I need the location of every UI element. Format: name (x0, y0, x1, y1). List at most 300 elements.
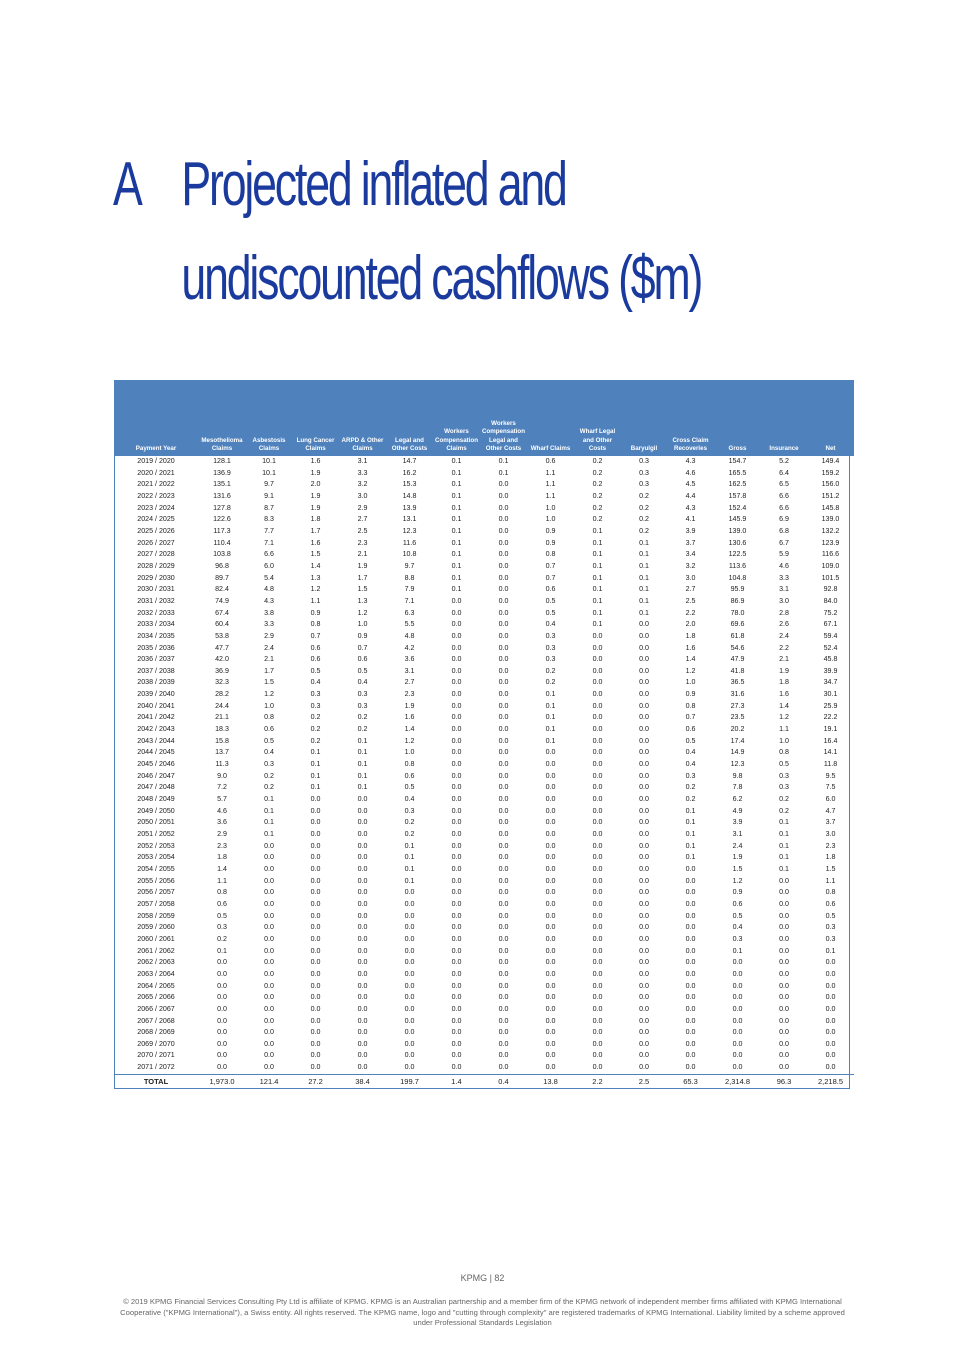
value-cell: 1.7 (264, 666, 274, 675)
value-cell: 0.0 (498, 771, 509, 780)
value-cell: 0.0 (310, 888, 321, 897)
value-cell: 0.0 (264, 993, 274, 1002)
table-row (114, 643, 854, 655)
value-cell: 0.0 (592, 806, 603, 815)
value-cell: 10.1 (262, 457, 276, 465)
value-cell: 4.9 (732, 806, 743, 815)
value-cell: 0.0 (498, 958, 509, 967)
value-cell: 0.0 (685, 1039, 696, 1048)
table-row (114, 806, 854, 818)
value-cell: 0.5 (357, 666, 368, 675)
value-cell: 0.0 (592, 899, 603, 908)
value-cell: 3.9 (685, 526, 696, 535)
value-cell: 6.7 (779, 538, 789, 547)
value-cell: 1.6 (685, 643, 696, 652)
value-cell: 0.1 (310, 783, 321, 792)
value-cell: 1.9 (404, 701, 415, 710)
column-header-line: Claims (352, 445, 373, 453)
column-header-line: Recoveries (673, 445, 708, 453)
table-row (114, 596, 854, 608)
value-cell: 0.4 (357, 678, 368, 687)
value-cell: 4.8 (404, 631, 415, 640)
value-cell: 39.9 (823, 666, 838, 675)
value-cell: 13.7 (215, 748, 229, 757)
table-row (114, 829, 854, 841)
value-cell: 0.1 (451, 550, 462, 559)
value-cell: 0.0 (264, 923, 274, 932)
value-cell: 0.0 (451, 981, 462, 990)
value-cell: 2.5 (685, 596, 696, 605)
value-cell: 157.8 (728, 491, 747, 500)
value-cell: 0.0 (592, 969, 603, 978)
value-cell: 36.9 (215, 666, 229, 675)
total-value: 65.3 (667, 1074, 714, 1089)
value-cell: 47.7 (215, 643, 229, 652)
value-cell: 0.0 (639, 1039, 649, 1048)
value-cell: 0.6 (357, 655, 368, 664)
value-cell: 53.8 (215, 631, 229, 640)
value-cell: 0.0 (779, 911, 789, 920)
value-cell: 4.3 (264, 596, 274, 605)
value-cell: 0.0 (451, 760, 462, 769)
value-cell: 0.0 (639, 981, 649, 990)
total-row (114, 1074, 854, 1089)
value-cell: 0.0 (217, 1016, 227, 1025)
value-cell: 0.0 (357, 981, 368, 990)
value-cell: 0.1 (592, 561, 603, 570)
payment-year-cell: 2059 / 2060 (137, 923, 175, 932)
value-cell: 0.0 (498, 1004, 509, 1013)
value-cell: 0.0 (498, 830, 509, 838)
value-cell: 0.1 (451, 480, 462, 489)
value-cell: 0.1 (685, 806, 696, 815)
value-cell: 0.0 (685, 876, 696, 885)
payment-year-cell: 2030 / 2031 (137, 585, 175, 594)
value-cell: 0.1 (545, 725, 556, 734)
column-header-line: Lung Cancer (296, 436, 335, 444)
value-cell: 0.0 (685, 993, 696, 1002)
value-cell: 0.4 (545, 620, 556, 629)
value-cell: 0.0 (404, 958, 415, 967)
value-cell: 67.1 (823, 620, 838, 629)
value-cell: 145.9 (728, 515, 747, 524)
value-cell: 0.1 (498, 457, 509, 465)
value-cell: 0.1 (639, 550, 649, 559)
table-row (114, 666, 854, 678)
value-cell: 1.5 (357, 585, 368, 594)
value-cell: 23.5 (730, 713, 745, 722)
value-cell: 0.0 (498, 1051, 509, 1060)
total-value: 2,314.8 (714, 1074, 761, 1089)
value-cell: 2.0 (685, 620, 696, 629)
total-value: 13.8 (527, 1074, 574, 1089)
value-cell: 0.0 (451, 725, 462, 734)
value-cell: 15.8 (215, 736, 229, 745)
value-cell: 0.0 (404, 1028, 415, 1037)
value-cell: 0.0 (639, 771, 649, 780)
value-cell: 0.2 (685, 795, 696, 804)
value-cell: 1.9 (310, 468, 321, 477)
payment-year-cell: 2064 / 2065 (137, 981, 175, 990)
value-cell: 3.6 (404, 655, 415, 664)
value-cell: 0.1 (451, 526, 462, 535)
value-cell: 6.4 (779, 468, 789, 477)
value-cell: 1.6 (779, 690, 789, 699)
table-row (114, 1004, 854, 1016)
table-row (114, 1062, 854, 1074)
value-cell: 36.5 (730, 678, 745, 687)
value-cell: 54.6 (730, 643, 745, 652)
value-cell: 0.1 (310, 760, 321, 769)
value-cell: 0.0 (498, 993, 509, 1002)
value-cell: 1.1 (217, 876, 227, 885)
value-cell: 0.0 (498, 631, 509, 640)
value-cell: 0.0 (498, 538, 509, 547)
value-cell: 1.4 (779, 701, 789, 710)
payment-year-cell: 2066 / 2067 (137, 1004, 175, 1013)
value-cell: 0.0 (639, 713, 649, 722)
value-cell: 3.1 (732, 830, 743, 838)
table-row (114, 689, 854, 701)
value-cell: 10.8 (402, 550, 417, 559)
value-cell: 1.4 (217, 864, 227, 873)
value-cell: 14.8 (402, 491, 417, 500)
column-header-line: Claims (446, 445, 467, 453)
value-cell: 0.0 (592, 655, 603, 664)
value-cell: 0.0 (498, 701, 509, 710)
value-cell: 3.1 (357, 457, 368, 465)
value-cell: 4.2 (404, 643, 415, 652)
value-cell: 0.0 (592, 888, 603, 897)
value-cell: 0.2 (639, 503, 649, 512)
value-cell: 0.6 (310, 655, 321, 664)
value-cell: 165.5 (728, 468, 747, 477)
value-cell: 0.0 (357, 969, 368, 978)
value-cell: 1.0 (545, 515, 556, 524)
value-cell: 0.0 (498, 608, 509, 617)
value-cell: 162.5 (728, 480, 747, 489)
value-cell: 0.2 (404, 830, 415, 838)
value-cell: 0.0 (498, 1016, 509, 1025)
value-cell: 0.0 (592, 631, 603, 640)
value-cell: 0.5 (310, 666, 321, 675)
value-cell: 0.0 (545, 1063, 556, 1072)
value-cell: 0.0 (732, 1004, 743, 1013)
value-cell: 0.0 (825, 1051, 836, 1060)
value-cell: 0.5 (732, 911, 743, 920)
value-cell: 5.9 (779, 550, 789, 559)
value-cell: 0.0 (732, 1028, 743, 1037)
column-header (114, 380, 198, 456)
column-header-line: Net (825, 445, 836, 453)
value-cell: 0.0 (779, 1028, 789, 1037)
value-cell: 0.0 (310, 795, 321, 804)
value-cell: 0.0 (498, 853, 509, 862)
value-cell: 0.0 (779, 1039, 789, 1048)
value-cell: 0.0 (498, 981, 509, 990)
value-cell: 0.0 (639, 958, 649, 967)
value-cell: 0.0 (498, 655, 509, 664)
value-cell: 4.3 (685, 457, 696, 465)
value-cell: 0.2 (310, 736, 321, 745)
value-cell: 21.1 (215, 713, 229, 722)
value-cell: 0.1 (451, 573, 462, 582)
column-header (667, 380, 714, 456)
value-cell: 0.0 (310, 841, 321, 850)
total-value: 1.4 (433, 1074, 480, 1089)
value-cell: 0.1 (310, 771, 321, 780)
value-cell: 1.9 (357, 561, 368, 570)
cashflow-table-container (114, 380, 850, 1089)
table-row (114, 724, 854, 736)
value-cell: 0.0 (639, 620, 649, 629)
value-cell: 0.1 (592, 538, 603, 547)
value-cell: 2.7 (357, 515, 368, 524)
value-cell: 0.0 (404, 1016, 415, 1025)
value-cell: 7.1 (264, 538, 274, 547)
value-cell: 0.0 (264, 911, 274, 920)
payment-year-cell: 2041 / 2042 (137, 713, 175, 722)
value-cell: 0.0 (779, 923, 789, 932)
column-header (807, 380, 854, 456)
value-cell: 0.9 (357, 631, 368, 640)
value-cell: 0.0 (639, 993, 649, 1002)
value-cell: 0.0 (825, 1016, 836, 1025)
value-cell: 0.0 (498, 678, 509, 687)
value-cell: 1.9 (310, 503, 321, 512)
table-row (114, 526, 854, 538)
value-cell: 151.2 (821, 491, 840, 500)
value-cell: 0.0 (779, 899, 789, 908)
value-cell: 2.3 (357, 538, 368, 547)
value-cell: 0.0 (545, 1039, 556, 1048)
value-cell: 0.1 (451, 585, 462, 594)
value-cell: 6.0 (264, 561, 274, 570)
value-cell: 0.0 (357, 993, 368, 1002)
value-cell: 1.0 (357, 620, 368, 629)
payment-year-cell: 2049 / 2050 (137, 806, 175, 815)
value-cell: 0.3 (545, 631, 556, 640)
value-cell: 18.3 (215, 725, 229, 734)
value-cell: 4.7 (825, 806, 836, 815)
column-header (761, 380, 807, 456)
value-cell: 0.0 (310, 899, 321, 908)
value-cell: 0.5 (685, 736, 696, 745)
value-cell: 69.6 (730, 620, 745, 629)
value-cell: 0.1 (592, 573, 603, 582)
value-cell: 4.5 (685, 480, 696, 489)
value-cell: 0.0 (685, 946, 696, 955)
value-cell: 0.0 (545, 830, 556, 838)
value-cell: 0.1 (592, 550, 603, 559)
value-cell: 0.0 (545, 981, 556, 990)
value-cell: 0.0 (498, 888, 509, 897)
payment-year-cell: 2065 / 2066 (137, 993, 175, 1002)
value-cell: 3.3 (264, 620, 274, 629)
total-value: 199.7 (386, 1074, 433, 1089)
value-cell: 0.0 (592, 818, 603, 827)
value-cell: 0.1 (545, 690, 556, 699)
total-value: 2.5 (621, 1074, 667, 1089)
value-cell: 4.6 (685, 468, 696, 477)
value-cell: 2.9 (217, 830, 227, 838)
value-cell: 0.0 (498, 561, 509, 570)
table-row (114, 712, 854, 724)
value-cell: 0.0 (357, 934, 368, 943)
value-cell: 0.0 (357, 1004, 368, 1013)
table-row (114, 1039, 854, 1051)
value-cell: 0.0 (779, 888, 789, 897)
table-row (114, 549, 854, 561)
value-cell: 0.0 (451, 783, 462, 792)
value-cell: 0.0 (639, 1016, 649, 1025)
value-cell: 0.0 (264, 1039, 274, 1048)
payment-year-cell: 2044 / 2045 (137, 748, 175, 757)
value-cell: 2.3 (404, 690, 415, 699)
column-header-line: Mesothelioma (201, 436, 243, 444)
value-cell: 0.5 (545, 608, 556, 617)
value-cell: 0.0 (732, 993, 743, 1002)
column-header-line: ARPD & Other (341, 436, 384, 444)
value-cell: 0.0 (451, 888, 462, 897)
value-cell: 0.0 (451, 748, 462, 757)
value-cell: 82.4 (215, 585, 229, 594)
value-cell: 139.0 (728, 526, 747, 535)
value-cell: 116.6 (821, 550, 840, 559)
value-cell: 24.4 (215, 701, 229, 710)
value-cell: 7.2 (217, 783, 227, 792)
total-value: 2.2 (574, 1074, 621, 1089)
value-cell: 0.0 (685, 899, 696, 908)
value-cell: 0.6 (404, 771, 415, 780)
total-value: 0.4 (480, 1074, 527, 1089)
table-row (114, 771, 854, 783)
value-cell: 0.0 (310, 946, 321, 955)
value-cell: 47.9 (730, 655, 745, 664)
value-cell: 0.0 (639, 876, 649, 885)
value-cell: 14.1 (823, 748, 838, 757)
payment-year-cell: 2024 / 2025 (137, 515, 175, 524)
table-row (114, 736, 854, 748)
value-cell: 0.0 (310, 993, 321, 1002)
value-cell: 0.0 (545, 888, 556, 897)
value-cell: 1.4 (685, 655, 696, 664)
value-cell: 0.0 (498, 806, 509, 815)
value-cell: 0.0 (310, 830, 321, 838)
value-cell: 0.0 (310, 1039, 321, 1048)
value-cell: 0.0 (498, 923, 509, 932)
value-cell: 0.0 (310, 853, 321, 862)
value-cell: 0.0 (264, 888, 274, 897)
value-cell: 0.0 (264, 864, 274, 873)
value-cell: 0.0 (592, 690, 603, 699)
table-row (114, 969, 854, 981)
value-cell: 0.0 (310, 1004, 321, 1013)
value-cell: 0.0 (592, 713, 603, 722)
value-cell: 0.0 (545, 748, 556, 757)
value-cell: 0.0 (545, 806, 556, 815)
value-cell: 0.6 (310, 643, 321, 652)
value-cell: 8.3 (264, 515, 274, 524)
value-cell: 1.9 (732, 853, 743, 862)
value-cell: 0.0 (592, 760, 603, 769)
value-cell: 1.2 (357, 608, 368, 617)
value-cell: 0.0 (310, 864, 321, 873)
payment-year-cell: 2046 / 2047 (137, 771, 175, 780)
value-cell: 0.0 (639, 830, 649, 838)
value-cell: 22.2 (823, 713, 838, 722)
value-cell: 0.0 (264, 841, 274, 850)
value-cell: 0.1 (357, 760, 368, 769)
payment-year-cell: 2023 / 2024 (137, 503, 175, 512)
value-cell: 0.0 (404, 899, 415, 908)
value-cell: 0.2 (310, 725, 321, 734)
value-cell: 0.5 (779, 760, 789, 769)
value-cell: 0.0 (357, 911, 368, 920)
value-cell: 9.0 (217, 771, 227, 780)
value-cell: 0.0 (545, 899, 556, 908)
value-cell: 0.0 (404, 969, 415, 978)
value-cell: 0.3 (685, 771, 696, 780)
column-header (292, 380, 339, 456)
table-row (114, 957, 854, 969)
value-cell: 0.8 (545, 550, 556, 559)
value-cell: 0.0 (404, 1063, 415, 1072)
value-cell: 0.0 (451, 830, 462, 838)
value-cell: 0.0 (451, 923, 462, 932)
value-cell: 34.7 (823, 678, 838, 687)
value-cell: 159.2 (821, 468, 840, 477)
value-cell: 7.5 (825, 783, 836, 792)
value-cell: 0.0 (639, 725, 649, 734)
value-cell: 131.6 (213, 491, 231, 500)
payment-year-cell: 2053 / 2054 (137, 853, 175, 862)
value-cell: 0.1 (451, 457, 462, 465)
value-cell: 0.0 (264, 853, 274, 862)
value-cell: 0.0 (592, 1051, 603, 1060)
payment-year-cell: 2019 / 2020 (137, 457, 175, 465)
value-cell: 0.1 (498, 468, 509, 477)
payment-year-cell: 2054 / 2055 (137, 864, 175, 873)
value-cell: 0.0 (592, 1004, 603, 1013)
value-cell: 123.9 (821, 538, 840, 547)
value-cell: 1.2 (264, 690, 274, 699)
value-cell: 2.4 (732, 841, 743, 850)
value-cell: 2.1 (264, 655, 274, 664)
value-cell: 1.1 (779, 725, 789, 734)
value-cell: 0.4 (264, 748, 274, 757)
value-cell: 3.7 (825, 818, 836, 827)
value-cell: 2.7 (404, 678, 415, 687)
payment-year-cell: 2070 / 2071 (137, 1051, 175, 1060)
table-row (114, 934, 854, 946)
value-cell: 0.0 (451, 655, 462, 664)
value-cell: 0.0 (310, 969, 321, 978)
value-cell: 6.6 (779, 491, 789, 500)
value-cell: 0.2 (357, 725, 368, 734)
value-cell: 12.3 (730, 760, 745, 769)
value-cell: 0.0 (264, 876, 274, 885)
column-header (574, 380, 621, 456)
value-cell: 127.8 (213, 503, 231, 512)
value-cell: 0.0 (498, 864, 509, 873)
value-cell: 0.0 (264, 1016, 274, 1025)
table-row (114, 841, 854, 853)
value-cell: 0.0 (779, 876, 789, 885)
value-cell: 0.0 (592, 934, 603, 943)
value-cell: 0.0 (592, 911, 603, 920)
value-cell: 0.1 (639, 585, 649, 594)
